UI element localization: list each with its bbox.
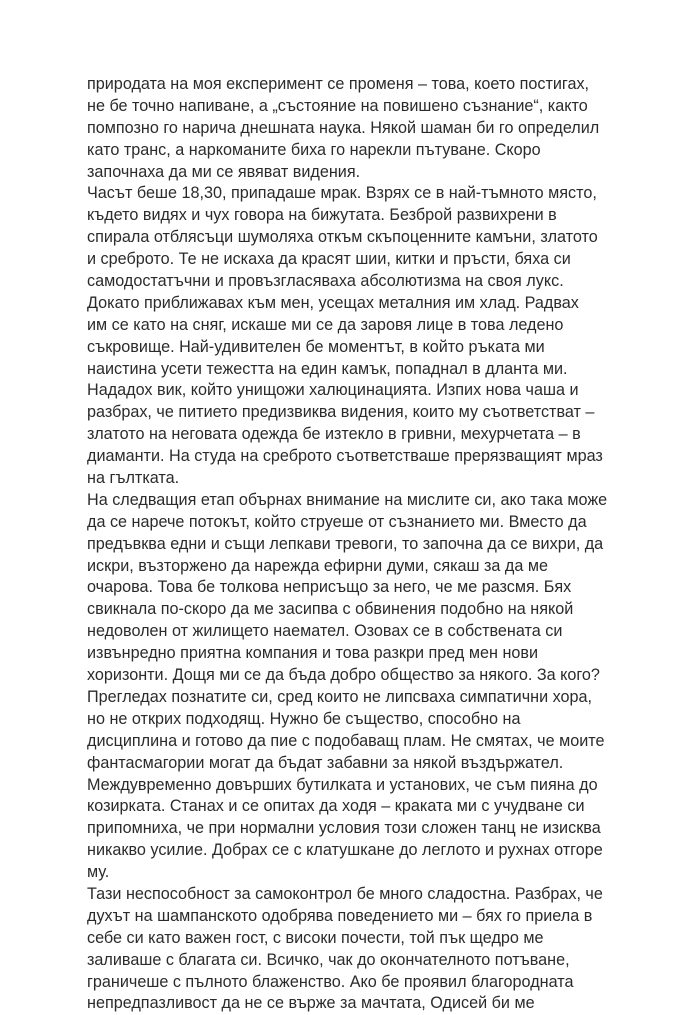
text-line: предъвква едни и същи лепкави тревоги, то започна да се вихри, да bbox=[87, 534, 604, 553]
text-line: Нададох вик, който унищожи халюцинацията. Изпих нова чаша и bbox=[87, 381, 579, 400]
text-line: никакво усилие. Добрах се с клатушкане до леглото и рухнах отгоре bbox=[87, 841, 603, 860]
text-line: Часът беше 18,30, припадаше мрак. Взрях се в най-тъмното място, bbox=[87, 184, 597, 203]
text-line: им се като на сняг, искаше ми се да заровя лице в това ледено bbox=[87, 315, 564, 334]
text-line: духът на шампанското одобрява поведението ми – бях го приела в bbox=[87, 906, 593, 925]
text-line: спирала отблясъци шумоляха откъм скъпоценните камъни, златото bbox=[87, 228, 598, 247]
text-line: да се нарече потокът, който струеше от съзнанието ми. Вместо да bbox=[87, 512, 587, 531]
text-line: но не открих подходящ. Нужно бе същество, способно на bbox=[87, 709, 521, 728]
text-line: и среброто. Те не искаха да красят шии, китки и пръсти, бяха си bbox=[87, 250, 571, 269]
text-line: съкровище. Най-удивителен бе моментът, в който ръката ми bbox=[87, 337, 545, 356]
text-line: извънредно приятна компания и това разкри пред мен нови bbox=[87, 644, 539, 663]
text-line: козирката. Станах и се опитах да ходя – краката ми с учудване си bbox=[87, 797, 585, 816]
text-line: припомниха, че при нормални условия този сложен танц не изисква bbox=[87, 819, 601, 838]
text-line: хоризонти. Дощя ми се да бъда добро общество за някого. За кого? bbox=[87, 666, 600, 685]
text-line: златото на неговата одежда бе изтекло в гривни, мехурчетата – в bbox=[87, 425, 581, 444]
text-line: Докато приближавах към мен, усещах металния им хлад. Радвах bbox=[87, 293, 579, 312]
text-line: фантасмагории могат да бъдат забавни за някой въздържател. bbox=[87, 753, 564, 772]
text-line: очарова. Това бе толкова неприсъщо за него, че ме разсмя. Бях bbox=[87, 578, 572, 597]
text-line: където видях и чух говора на бижутата. Безброй развихрени в bbox=[87, 206, 557, 225]
text-line: Тази неспособност за самоконтрол бе много сладостна. Разбрах, че bbox=[87, 884, 603, 903]
text-line: себе си като важен гост, с високи почести, той пък щедро ме bbox=[87, 928, 544, 947]
text-line: помпозно го нарича днешната наука. Някой шаман би го определил bbox=[87, 118, 600, 137]
text-line: диаманти. На студа на среброто съответстваше прерязващият мраз bbox=[87, 447, 603, 466]
text-line: непредпазливост да не се върже за мачтата, Одисей би ме bbox=[87, 994, 535, 1013]
text-line: Междувременно довърших бутилката и установих, че съм пияна до bbox=[87, 775, 598, 794]
body-text bbox=[87, 74, 647, 1015]
text-line: свикнала по-скоро да ме засипва с обвинения подобно на някой bbox=[87, 600, 574, 619]
text-line: започнаха да ми се явяват видения. bbox=[87, 162, 361, 181]
text-line: на гълтката. bbox=[87, 469, 180, 488]
text-line: самодостатъчни и провъзгласяваха абсолютизма на своя лукс. bbox=[87, 272, 564, 291]
text-line: искри, възторжено да нарежда ефирни думи, сякаш за да ме bbox=[87, 556, 549, 575]
text-line: дисциплина и готово да пие с подобаващ плам. Не смятах, че моите bbox=[87, 731, 605, 750]
text-line: Прегледах познатите си, сред които не липсваха симпатични хора, bbox=[87, 687, 593, 706]
text-line: недоволен от жилището наемател. Озовах се в собствената си bbox=[87, 622, 563, 641]
text-line: не бе точно напиване, а „състояние на повишено съзнание“, както bbox=[87, 96, 588, 115]
text-line: му. bbox=[87, 863, 110, 882]
text-line: природата на моя експеримент се променя – това, което постигах, bbox=[87, 75, 590, 93]
text-line: наистина усети тежестта на един камък, попаднал в дланта ми. bbox=[87, 359, 568, 378]
text-line: На следващия етап обърнах внимание на мислите си, ако така може bbox=[87, 490, 608, 509]
text-line: граничеше с пълното блаженство. Ако бе проявил благородната bbox=[87, 972, 574, 991]
text-line: заливаше с благата си. Всичко, чак до окончателното потъване, bbox=[87, 950, 570, 969]
text-line: разбрах, че питието предизвиква видения, които му съответстват – bbox=[87, 403, 595, 422]
text-line: като транс, а наркоманите биха го нарекли пътуване. Скоро bbox=[87, 140, 541, 159]
